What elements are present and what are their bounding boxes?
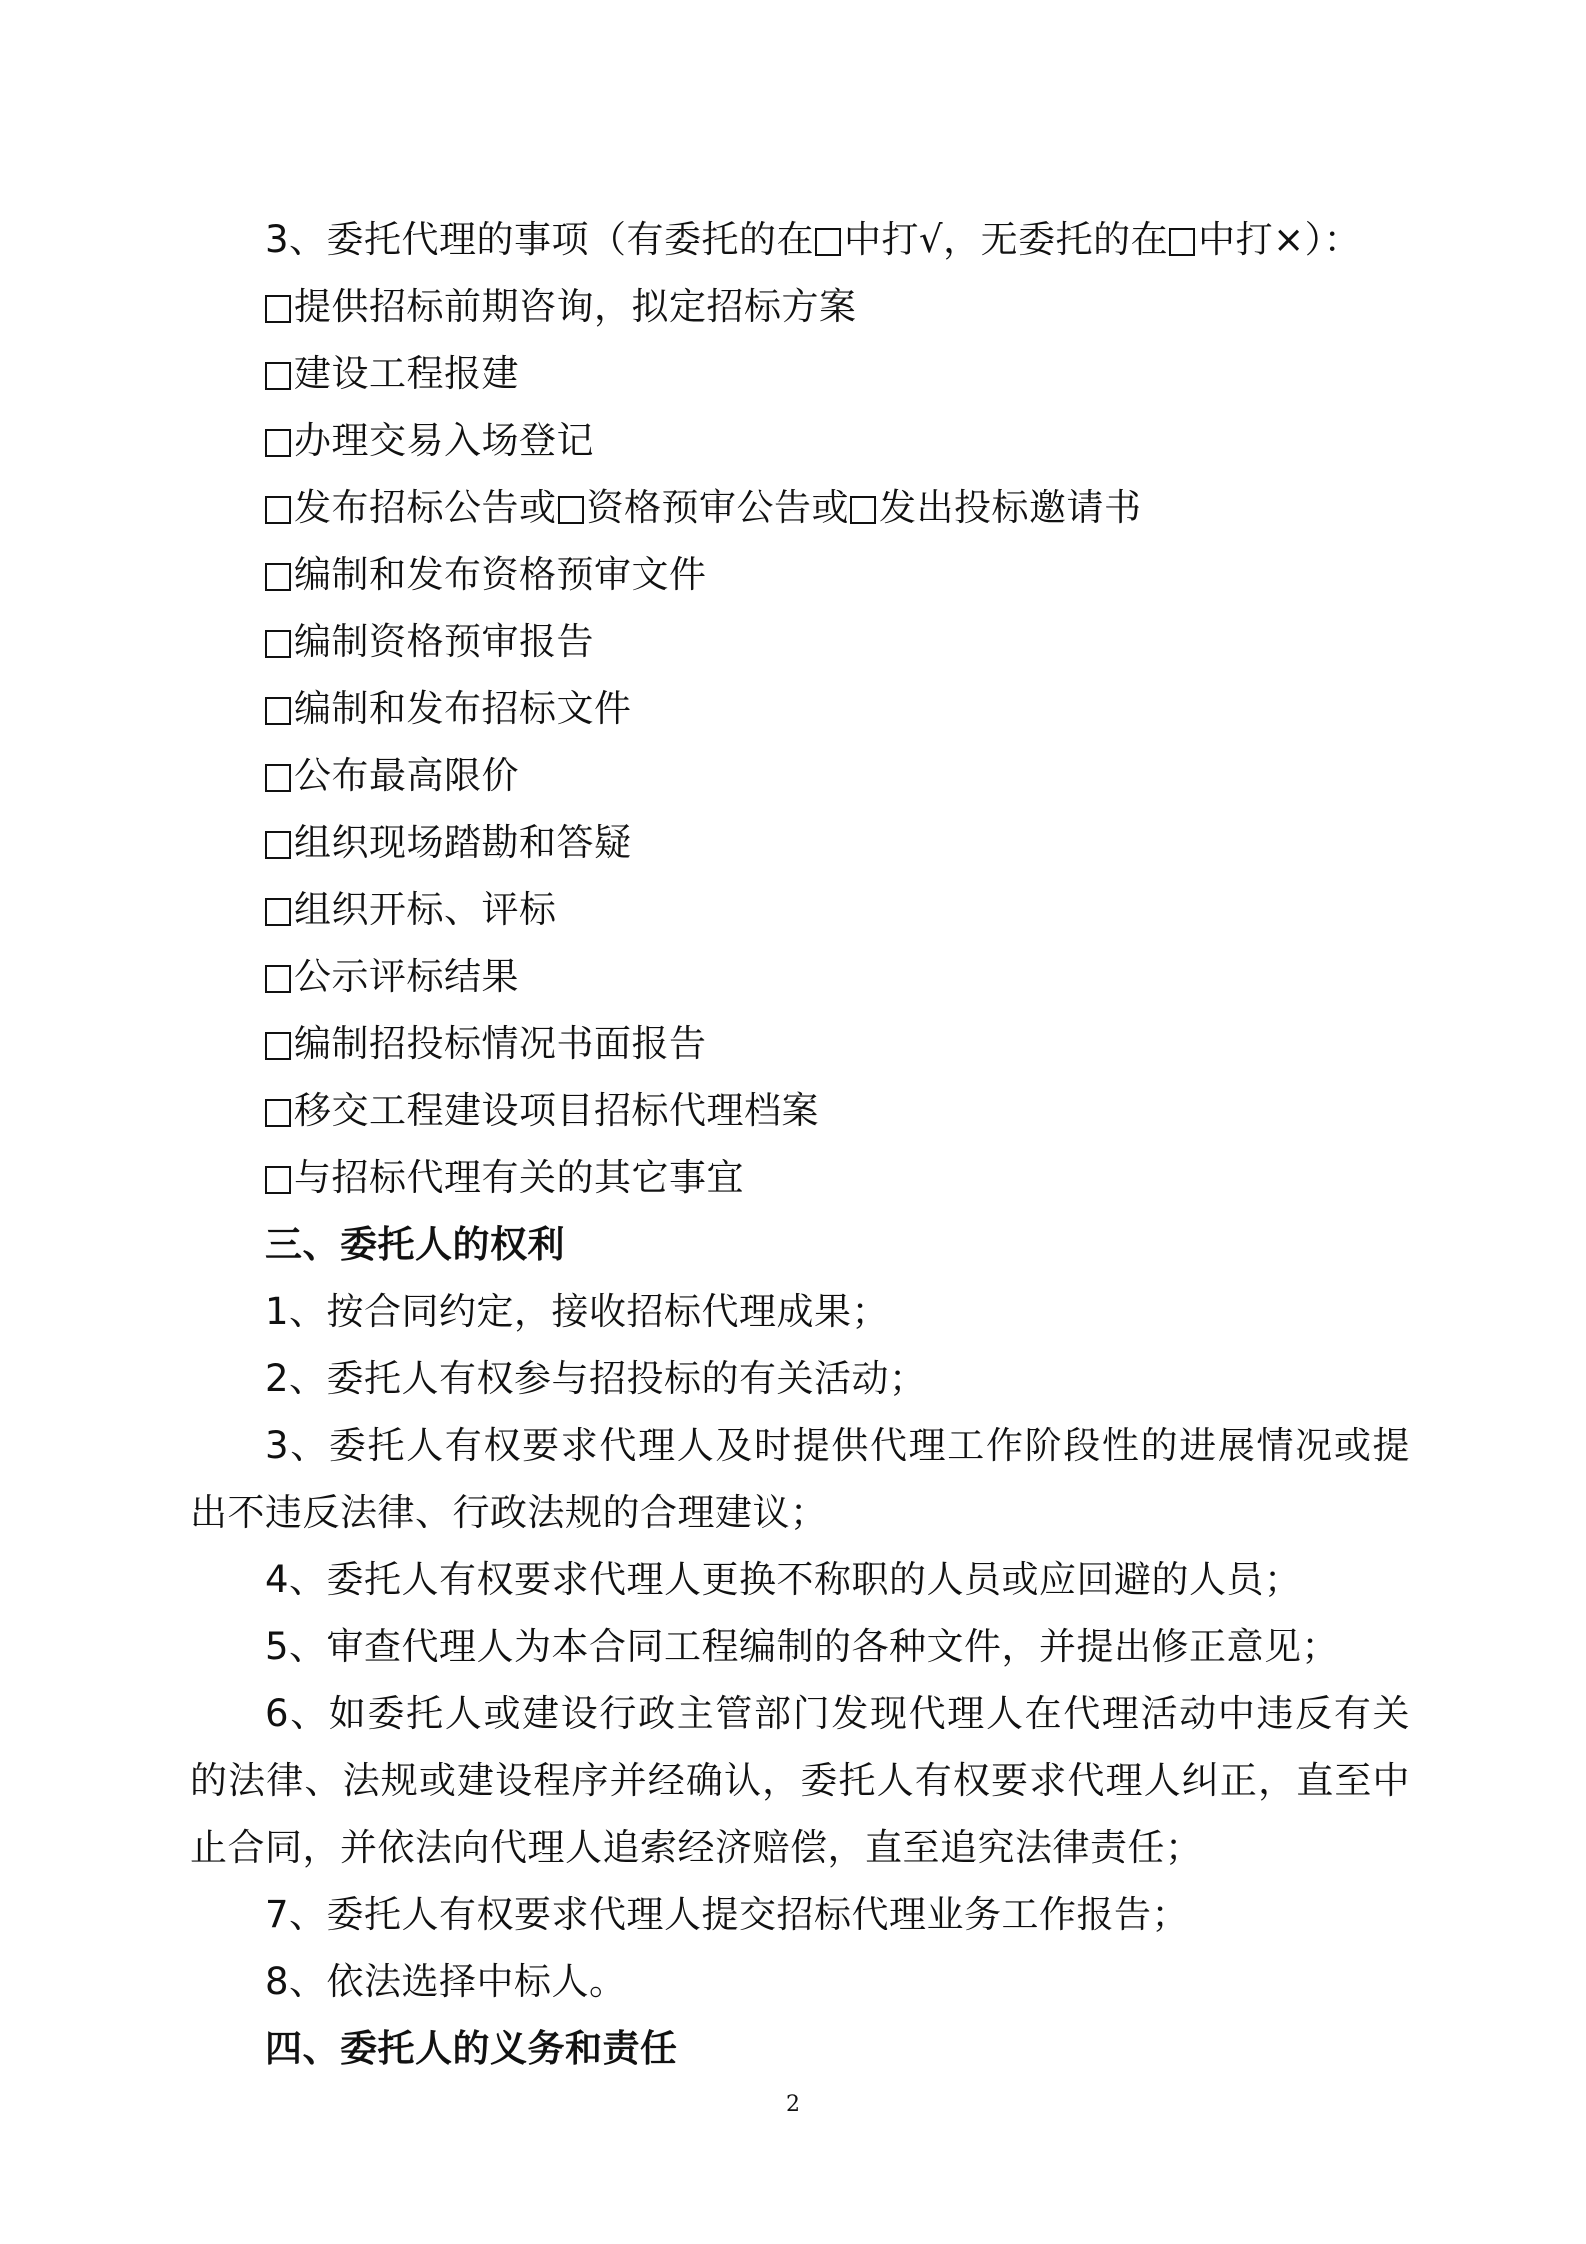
checklist-item-publish xyxy=(190,474,1410,541)
checkbox-icon xyxy=(558,496,584,524)
checkbox-icon xyxy=(265,1166,291,1194)
checklist-item xyxy=(190,675,1410,742)
clause-paragraph: 2、委托人有权参与招投标的有关活动； xyxy=(265,1357,927,1400)
clause-paragraph: 3、委托人有权要求代理人及时提供代理工作阶段性的进展情况或提出不违反法律、行政法规的合理建议； xyxy=(190,1424,1410,1534)
checkbox-icon xyxy=(265,362,291,390)
checklist-item xyxy=(190,541,1410,608)
checklist-item xyxy=(190,407,1410,474)
checkbox-icon xyxy=(265,563,291,591)
page-number: 2 xyxy=(786,2092,800,2117)
checklist-item-label: 公示评标结果 xyxy=(294,955,519,998)
clause-paragraph: 7、委托人有权要求代理人提交招标代理业务工作报告； xyxy=(265,1893,1190,1936)
intro-text-3: 中打×）： xyxy=(1198,218,1362,261)
publish-label-3: 发出投标邀请书 xyxy=(879,486,1142,529)
checkbox-icon xyxy=(815,228,841,256)
checkbox-icon xyxy=(850,496,876,524)
checklist-item-label: 提供招标前期咨询，拟定招标方案 xyxy=(294,285,857,328)
clause-paragraph: 6、如委托人或建设行政主管部门发现代理人在代理活动中违反有关的法律、法规或建设程序并经确认，委托人有权要求代理人纠正，直至中止合同，并依法向代理人追索经济赔偿，直至追究法律责任； xyxy=(190,1692,1410,1869)
section-heading-client-obligations: 四、委托人的义务和责任 xyxy=(265,2027,678,2070)
checklist-item xyxy=(190,273,1410,340)
document-body xyxy=(190,206,1410,2082)
checkbox-icon xyxy=(265,1099,291,1127)
clause-paragraph: 4、委托人有权要求代理人更换不称职的人员或应回避的人员； xyxy=(265,1558,1302,1601)
checklist-item-label: 公布最高限价 xyxy=(294,754,519,797)
checklist-item-label: 编制招投标情况书面报告 xyxy=(294,1022,707,1065)
intro-text-2: 中打√，无委托的在 xyxy=(844,218,1169,261)
checklist-item xyxy=(190,340,1410,407)
checklist-item xyxy=(190,608,1410,675)
clause-paragraph: 1、按合同约定，接收招标代理成果； xyxy=(265,1290,890,1333)
checklist-item-label: 编制和发布招标文件 xyxy=(294,687,632,730)
checkbox-icon xyxy=(265,496,291,524)
clause-paragraph: 5、审查代理人为本合同工程编制的各种文件，并提出修正意见； xyxy=(265,1625,1340,1668)
checkbox-icon xyxy=(265,965,291,993)
checkbox-icon xyxy=(265,295,291,323)
checklist-item-label: 组织开标、评标 xyxy=(294,888,557,931)
checklist-item-label: 办理交易入场登记 xyxy=(294,419,594,462)
checklist-item-label: 编制和发布资格预审文件 xyxy=(294,553,707,596)
checkbox-icon xyxy=(265,831,291,859)
intro-text-1: 3、委托代理的事项（有委托的在 xyxy=(265,218,815,261)
checklist-item xyxy=(190,876,1410,943)
checklist-item xyxy=(190,943,1410,1010)
delegation-items-intro xyxy=(190,206,1410,273)
checkbox-icon xyxy=(265,898,291,926)
checkbox-icon xyxy=(265,429,291,457)
section-heading-client-rights: 三、委托人的权利 xyxy=(265,1223,565,1266)
checklist-item-label: 组织现场踏勘和答疑 xyxy=(294,821,632,864)
checklist-item-label: 移交工程建设项目招标代理档案 xyxy=(294,1089,819,1132)
publish-label-2: 资格预审公告或 xyxy=(586,486,849,529)
checklist-item xyxy=(190,742,1410,809)
checklist-item-label: 与招标代理有关的其它事宜 xyxy=(294,1156,744,1199)
checkbox-icon xyxy=(265,697,291,725)
checklist-item-label: 编制资格预审报告 xyxy=(294,620,594,663)
clause-paragraph: 8、依法选择中标人。 xyxy=(265,1960,627,2003)
checkbox-icon xyxy=(265,630,291,658)
checklist-item xyxy=(190,809,1410,876)
checklist-item xyxy=(190,1010,1410,1077)
checklist-item xyxy=(190,1077,1410,1144)
checklist-item xyxy=(190,1144,1410,1211)
checklist-item-label: 建设工程报建 xyxy=(294,352,519,395)
checkbox-icon xyxy=(1169,228,1195,256)
publish-label-1: 发布招标公告或 xyxy=(294,486,557,529)
checkbox-icon xyxy=(265,764,291,792)
checkbox-icon xyxy=(265,1032,291,1060)
